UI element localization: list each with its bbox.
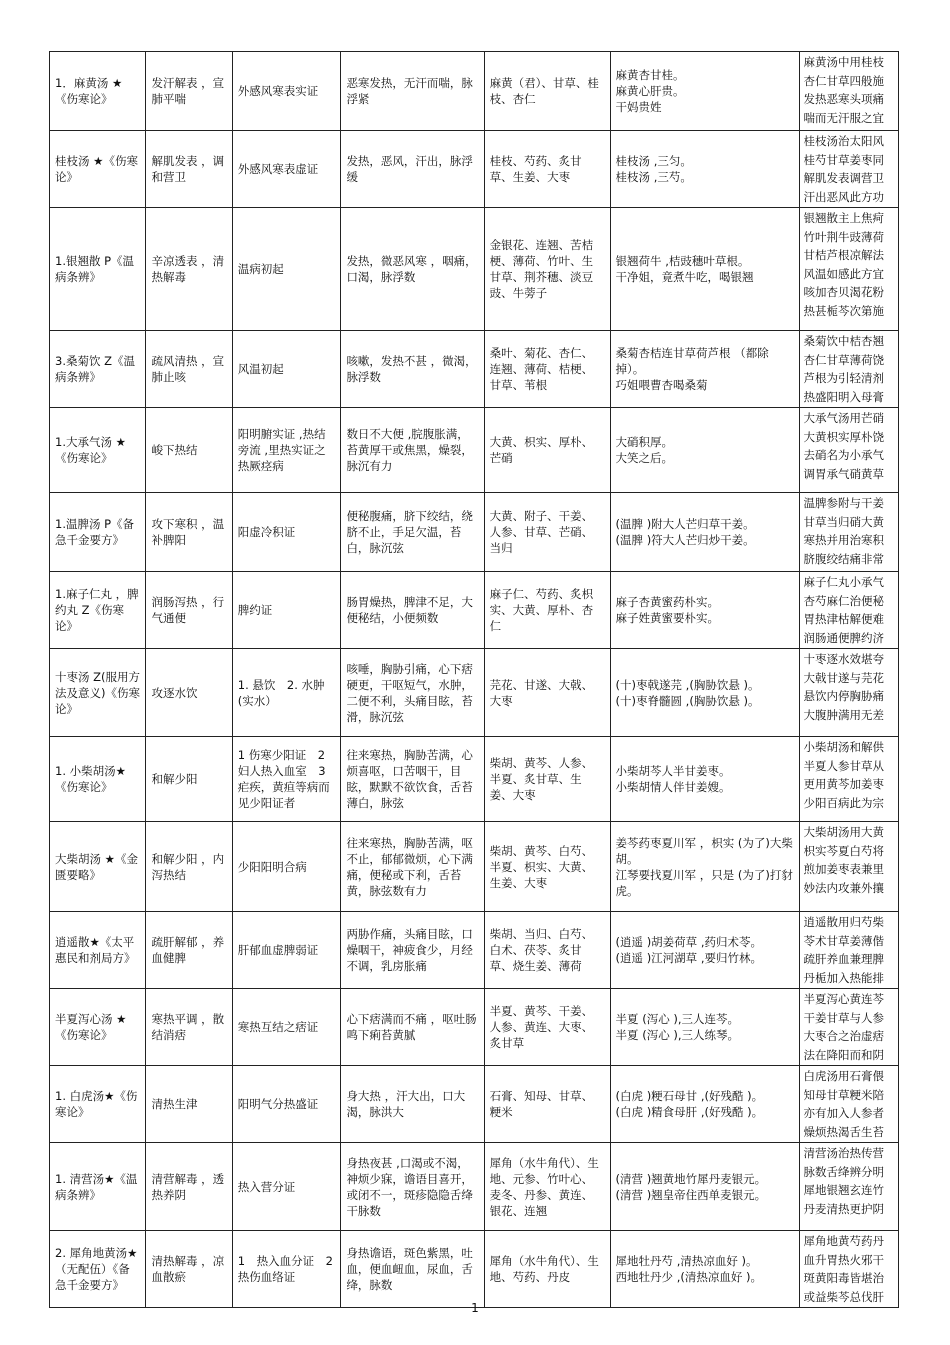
mnemonic-line: (十)枣戟遂芫 ,(胸胁饮悬 )。 xyxy=(615,677,760,692)
page-number: 1 xyxy=(471,1301,479,1315)
indication-cell: 外感风寒表实证 xyxy=(232,52,341,131)
ingredients-cell: 大黄、枳实、厚朴、芒硝 xyxy=(484,408,610,493)
symptoms-cell: 往来寒热，胸胁苦满，呕不止，郁郁微烦，心下满痛，便秘或下利，舌苔黄，脉弦数有力 xyxy=(341,822,484,912)
verse-line: 寒热并用治寒积 xyxy=(803,533,884,547)
mnemonic-line: 干妈贵姓 xyxy=(615,100,662,114)
ingredients-cell: 桑叶、菊花、杏仁、连翘、薄荷、桔梗、甘草、苇根 xyxy=(484,331,610,408)
table-row xyxy=(50,572,899,649)
verse-line: 丹栀加入热能排 xyxy=(803,970,884,985)
verse-line: 犀角地黄芍药丹 xyxy=(803,1234,884,1248)
verse-line: 桂芍甘草姜枣同 xyxy=(803,152,884,167)
mnemonic-line: (清营 )翘皇帝住西单麦银元。 xyxy=(615,1187,767,1202)
mnemonic-cell xyxy=(610,408,800,493)
mnemonic-line: 巧姐喂曹杏喝桑菊 xyxy=(615,378,708,392)
formula-name-cell: 大柴胡汤 ★《金匮要略》 xyxy=(50,822,146,912)
indication-cell: 1. 悬饮 2. 水肿(实水） xyxy=(232,649,341,737)
ingredients-cell: 麻子仁、芍药、炙枳实、大黄、厚朴、杏仁 xyxy=(484,572,610,649)
indication-cell: 温病初起 xyxy=(232,208,341,331)
mnemonic-line: 干净姐，竟煮牛吃，喝银翘 xyxy=(615,270,754,284)
indication-cell: 阳明腑实证 ,热结旁流 ,里热实证之热厥痉病 xyxy=(232,408,341,493)
symptoms-cell: 恶寒发热，无汗而喘，脉浮紧 xyxy=(341,52,484,131)
symptoms-cell: 两胁作痛，头痛目眩，口燥咽干，神疲食少，月经不调，乳房胀痛 xyxy=(341,912,484,989)
verse-line: 发热恶寒头项痛 xyxy=(803,92,884,106)
mnemonic-line: 桑菊杏桔连甘草荷芦根 （都除掉）。 xyxy=(615,346,769,376)
verse-line: 白虎汤用石膏偎 xyxy=(803,1069,884,1083)
verse-line: 大枣合之治虚痞 xyxy=(803,1029,884,1043)
ingredients-cell: 半夏、黄芩、干姜、人参、黄连、大枣、炙甘草 xyxy=(484,989,610,1066)
ingredients-cell: 石膏、知母、甘草、粳米 xyxy=(484,1066,610,1143)
mnemonic-line: (白虎 )粳石母甘 ,(好残酷 )。 xyxy=(615,1089,764,1103)
verse-line: 风温如感此方宜 xyxy=(803,266,884,281)
mnemonic-line: 西地牡丹少 ,(清热凉血好 )。 xyxy=(615,1270,762,1284)
verse-line: 汗出恶风此方功 xyxy=(803,189,884,204)
verse-line: 枳实芩夏白芍将 xyxy=(803,843,884,858)
effect-cell: 和解少阳 xyxy=(146,737,232,822)
verse-line: 清营汤治热传营 xyxy=(803,1146,884,1160)
mnemonic-line: 麻子姓黄蜜要朴实。 xyxy=(615,611,720,625)
indication-cell: 外感风寒表虚证 xyxy=(232,131,341,208)
verse-line: 喘而无汗服之宜 xyxy=(803,110,884,125)
mnemonic-line: 大硝积厚。 xyxy=(615,435,674,449)
formula-table xyxy=(49,51,899,1308)
verse-line: 苓术甘草姜薄偕 xyxy=(803,933,884,948)
formula-name-cell: 1. 清营汤★《温病条辨》 xyxy=(50,1143,146,1231)
mnemonic-cell xyxy=(610,1066,800,1143)
formula-name-cell: 1.银翘散 P《温病条辨》 xyxy=(50,208,146,331)
verse-line: 小柴胡汤和解供 xyxy=(803,740,884,754)
verse-line: 大腹肿满用无差 xyxy=(803,707,884,722)
verse-line: 半夏泻心黄连芩 xyxy=(803,992,884,1006)
mnemonic-line: 麻子杏黄蜜药朴实。 xyxy=(615,595,720,609)
formula-name-cell: 半夏泻心汤 ★《伤寒论》 xyxy=(50,989,146,1066)
mnemonic-line: (十)枣脊髓圆 ,(胸胁饮悬 )。 xyxy=(615,693,760,708)
verse-line: 知母甘草粳米陪 xyxy=(803,1087,884,1102)
effect-cell: 疏肝解郁 ，养血健脾 xyxy=(146,912,232,989)
symptoms-cell: 咳唾，胸胁引痛，心下痞硬更，干呕短气，水肿，二便不利，头痛目眩，苔滑，脉沉弦 xyxy=(341,649,484,737)
table-row xyxy=(50,131,899,208)
effect-cell: 清营解毒 ，透热养阴 xyxy=(146,1143,232,1231)
verse-cell xyxy=(800,1143,899,1231)
mnemonic-cell xyxy=(610,1231,800,1308)
symptoms-cell: 数日不大便 ,脘腹胀满，苔黄厚干或焦黑，燥裂，脉沉有力 xyxy=(341,408,484,493)
verse-line: 杏仁甘草四般施 xyxy=(803,73,884,88)
verse-line: 逍遥散用归芍柴 xyxy=(803,915,884,929)
table-row xyxy=(50,912,899,989)
effect-cell: 清热生津 xyxy=(146,1066,232,1143)
indication-cell: 热入营分证 xyxy=(232,1143,341,1231)
effect-cell: 清热解毒 ，凉血散瘀 xyxy=(146,1231,232,1308)
symptoms-cell: 身大热 ，汗大出，口大渴，脉洪大 xyxy=(341,1066,484,1143)
indication-cell: 1 热入血分证 2 热伤血络证 xyxy=(232,1231,341,1308)
formula-name-cell: 1.温脾汤 P《备急千金要方》 xyxy=(50,493,146,572)
mnemonic-cell xyxy=(610,331,800,408)
verse-line: 麻黄汤中用桂枝 xyxy=(803,55,884,69)
verse-line: 桂枝汤治太阳风 xyxy=(803,134,884,148)
mnemonic-cell xyxy=(610,52,800,131)
effect-cell: 寒热平调 ，散结消痞 xyxy=(146,989,232,1066)
verse-cell xyxy=(800,912,899,989)
mnemonic-cell xyxy=(610,131,800,208)
ingredients-cell: 柴胡、当归、白芍、白术、茯苓、炙甘草、烧生姜、薄荷 xyxy=(484,912,610,989)
effect-cell: 攻逐水饮 xyxy=(146,649,232,737)
mnemonic-line: 银翘荷牛 ,桔豉穗叶草根。 xyxy=(615,254,750,268)
verse-cell xyxy=(800,331,899,408)
verse-line: 去硝名为小承气 xyxy=(803,448,884,462)
verse-line: 脐腹绞结痛非常 xyxy=(803,551,884,566)
mnemonic-line: (白虎 )精食母肝 ,(好残酷 )。 xyxy=(615,1105,764,1119)
table-row xyxy=(50,822,899,912)
verse-line: 甘草当归硝大黄 xyxy=(803,514,884,529)
verse-line: 斑黄阳毒皆堪治 xyxy=(803,1271,884,1285)
effect-cell: 润肠泻热 ，行气通便 xyxy=(146,572,232,649)
verse-cell xyxy=(800,737,899,822)
verse-line: 芦根为引轻清剂 xyxy=(803,371,884,385)
verse-line: 润肠通便脾约济 xyxy=(803,630,884,645)
verse-line: 热盛阳明入母膏 xyxy=(803,389,884,404)
effect-cell: 攻下寒积 ，温补脾阳 xyxy=(146,493,232,572)
verse-line: 煎加姜枣表兼里 xyxy=(803,862,884,876)
mnemonic-cell xyxy=(610,649,800,737)
verse-line: 更用黄芩加姜枣 xyxy=(803,777,884,791)
formula-name-cell: 1.大承气汤 ★《伤寒论》 xyxy=(50,408,146,493)
mnemonic-cell xyxy=(610,822,800,912)
mnemonic-line: 麻黄杏甘桂。 xyxy=(615,68,685,82)
verse-line: 脉数舌绛辨分明 xyxy=(803,1164,884,1179)
verse-line: 甘桔芦根凉解法 xyxy=(803,248,884,262)
verse-line: 血升胃热火邪干 xyxy=(803,1252,884,1267)
symptoms-cell: 咳嗽，发热不甚 ，微渴，脉浮数 xyxy=(341,331,484,408)
table-row xyxy=(50,493,899,572)
verse-line: 亦有加入人参者 xyxy=(803,1106,884,1120)
verse-line: 大柴胡汤用大黄 xyxy=(803,825,884,839)
formula-name-cell: 十枣汤 Z(服用方法及意义)《伤寒论》 xyxy=(50,649,146,737)
verse-cell xyxy=(800,989,899,1066)
verse-line: 桑菊饮中桔杏翘 xyxy=(803,334,884,348)
mnemonic-line: (逍遥 )江河湖草 ,要归竹林。 xyxy=(615,951,762,965)
verse-line: 杏芍麻仁治便秘 xyxy=(803,593,884,608)
verse-line: 悬饮内停胸胁痛 xyxy=(803,689,884,703)
verse-line: 大承气汤用芒硝 xyxy=(803,411,884,425)
mnemonic-line: 麻黄心肝贵。 xyxy=(615,84,685,98)
symptoms-cell: 发热，恶风，汗出，脉浮缓 xyxy=(341,131,484,208)
formula-name-cell: 3.桑菊饮 Z《温病条辨》 xyxy=(50,331,146,408)
mnemonic-line: 半夏 (泻心 ),三人连芩。 xyxy=(615,1012,739,1026)
mnemonic-line: 大笑之后。 xyxy=(615,451,674,465)
verse-line: 十枣逐水效堪夸 xyxy=(803,652,884,666)
ingredients-cell: 柴胡、黄芩、白芍、半夏、枳实、大黄、生姜、大枣 xyxy=(484,822,610,912)
verse-line: 竹叶荆牛豉薄荷 xyxy=(803,229,884,244)
mnemonic-line: 姜芩药枣夏川军 ，枳实 (为了)大柴胡。 xyxy=(615,835,793,866)
verse-line: 燥烦热渴舌生苔 xyxy=(803,1124,884,1139)
effect-cell: 解肌发表 ，调和营卫 xyxy=(146,131,232,208)
mnemonic-line: 小柴胡芩人半甘姜枣。 xyxy=(615,764,731,778)
verse-cell xyxy=(800,1066,899,1143)
mnemonic-cell xyxy=(610,989,800,1066)
effect-cell: 发汗解表 ，宣肺平喘 xyxy=(146,52,232,131)
verse-line: 丹麦清热更护阴 xyxy=(803,1201,884,1216)
mnemonic-cell xyxy=(610,737,800,822)
verse-line: 大戟甘遂与芫花 xyxy=(803,670,884,685)
formula-name-cell: 1.麻子仁丸 ，脾约丸 Z《伤寒论》 xyxy=(50,572,146,649)
verse-line: 疏肝养血兼理脾 xyxy=(803,952,884,966)
symptoms-cell: 心下痞满而不痛 ，呕吐肠鸣下痢苔黄腻 xyxy=(341,989,484,1066)
verse-line: 法在降阳而和阴 xyxy=(803,1047,884,1062)
verse-line: 犀地银翘玄连竹 xyxy=(803,1183,884,1197)
verse-cell xyxy=(800,408,899,493)
symptoms-cell: 发热，微恶风寒 ，咽痛，口渴，脉浮数 xyxy=(341,208,484,331)
formula-name-cell: 1. 小柴胡汤★《伤寒论》 xyxy=(50,737,146,822)
ingredients-cell: 大黄、附子、干姜、人参、甘草、芒硝、当归 xyxy=(484,493,610,572)
indication-cell: 风温初起 xyxy=(232,331,341,408)
mnemonic-line: 小柴胡情人伴甘姜嫂。 xyxy=(615,780,731,794)
mnemonic-line: (温脾 )附大人芒归草干姜。 xyxy=(615,517,755,531)
symptoms-cell: 便秘腹痛，脐下绞结，绕脐不止，手足欠温，苔白，脉沉弦 xyxy=(341,493,484,572)
verse-line: 杏仁甘草薄荷饶 xyxy=(803,352,884,367)
effect-cell: 辛凉透表 ，清热解毒 xyxy=(146,208,232,331)
indication-cell: 脾约证 xyxy=(232,572,341,649)
indication-cell: 少阳阳明合病 xyxy=(232,822,341,912)
formula-name-cell: 1．麻黄汤 ★《伤寒论》 xyxy=(50,52,146,131)
verse-line: 胃热津枯解便难 xyxy=(803,612,884,626)
symptoms-cell: 往来寒热，胸胁苦满，心烦喜呕，口苦咽干，目眩，默默不欲饮食，舌苔薄白，脉弦 xyxy=(341,737,484,822)
effect-cell: 疏风清热 ，宣肺止咳 xyxy=(146,331,232,408)
verse-line: 银翘散主上焦疴 xyxy=(803,211,884,225)
verse-line: 半夏人参甘草从 xyxy=(803,758,884,773)
symptoms-cell: 身热夜甚 ,口渴或不渴，神烦少寐，谵语目喜开，或闭不一，斑疹隐隐舌绛干脉数 xyxy=(341,1143,484,1231)
ingredients-cell: 柴胡、黄芩、人参、半夏、炙甘草、生姜、大枣 xyxy=(484,737,610,822)
ingredients-cell: 犀角（水牛角代）、生地、元参、竹叶心、麦冬、丹参、黄连、银花、连翘 xyxy=(484,1143,610,1231)
table-row xyxy=(50,331,899,408)
verse-cell xyxy=(800,649,899,737)
verse-line: 调胃承气硝黄草 xyxy=(803,466,884,481)
table-row xyxy=(50,1143,899,1231)
mnemonic-cell xyxy=(610,572,800,649)
verse-line: 或益柴芩总伐肝 xyxy=(803,1289,884,1304)
verse-line: 干姜甘草与人参 xyxy=(803,1010,884,1025)
symptoms-cell: 肠胃燥热，脾津不足，大便秘结，小便频数 xyxy=(341,572,484,649)
verse-line: 少阳百病此为宗 xyxy=(803,795,884,810)
effect-cell: 和解少阳 ，内泻热结 xyxy=(146,822,232,912)
mnemonic-cell xyxy=(610,912,800,989)
formula-table-body xyxy=(50,52,899,1308)
verse-cell xyxy=(800,822,899,912)
mnemonic-cell xyxy=(610,1143,800,1231)
indication-cell: 寒热互结之痞证 xyxy=(232,989,341,1066)
formula-table-container xyxy=(49,51,899,1308)
table-row xyxy=(50,408,899,493)
indication-cell: 1 伤寒少阳证 2 妇人热入血室 3 疟疾，黄疸等病而见少阳证者 xyxy=(232,737,341,822)
table-row xyxy=(50,208,899,331)
ingredients-cell: 犀角（水牛角代）、生地、芍药、丹皮 xyxy=(484,1231,610,1308)
verse-line: 温脾参附与干姜 xyxy=(803,496,884,510)
mnemonic-line: 半夏 (泻心 ),三人练琴。 xyxy=(615,1028,739,1042)
table-row xyxy=(50,737,899,822)
verse-cell xyxy=(800,1231,899,1308)
mnemonic-line: 犀地牡丹芍 ,清热凉血好 )。 xyxy=(615,1254,758,1268)
verse-cell xyxy=(800,52,899,131)
mnemonic-cell xyxy=(610,208,800,331)
formula-name-cell: 桂枝汤 ★《伤寒论》 xyxy=(50,131,146,208)
ingredients-cell: 芫花、甘遂、大戟、大枣 xyxy=(484,649,610,737)
formula-name-cell: 1. 白虎汤★《伤寒论》 xyxy=(50,1066,146,1143)
mnemonic-line: (温脾 )符大人芒归炒干姜。 xyxy=(615,533,755,547)
mnemonic-line: 江琴要找夏川军 ，只是 (为了)打豺虎。 xyxy=(615,867,793,898)
table-row xyxy=(50,989,899,1066)
indication-cell: 阳虚冷积证 xyxy=(232,493,341,572)
verse-cell xyxy=(800,131,899,208)
mnemonic-line: 桂枝汤 ,三匀。 xyxy=(615,154,692,168)
table-row xyxy=(50,1231,899,1308)
verse-line: 咳加杏贝渴花粉 xyxy=(803,285,884,299)
verse-cell xyxy=(800,493,899,572)
ingredients-cell: 金银花、连翘、苦桔梗、薄荷、竹叶、生甘草、荆芥穗、淡豆豉、牛蒡子 xyxy=(484,208,610,331)
verse-line: 解肌发表调营卫 xyxy=(803,171,884,185)
ingredients-cell: 麻黄（君）、甘草、桂枝、杏仁 xyxy=(484,52,610,131)
verse-line: 大黄枳实厚朴饶 xyxy=(803,429,884,444)
verse-line: 麻子仁丸小承气 xyxy=(803,575,884,589)
table-row xyxy=(50,1066,899,1143)
symptoms-cell: 身热谵语，斑色紫黑，吐血，便血衄血，尿血，舌绛，脉数 xyxy=(341,1231,484,1308)
formula-name-cell: 逍遥散★《太平惠民和剂局方》 xyxy=(50,912,146,989)
formula-name-cell: 2. 犀角地黄汤★（无配伍）《备急千金要方》 xyxy=(50,1231,146,1308)
ingredients-cell: 桂枝、芍药、炙甘草、生姜、大枣 xyxy=(484,131,610,208)
verse-cell xyxy=(800,208,899,331)
mnemonic-line: (逍遥 )胡姜荷草 ,药归术苓。 xyxy=(615,935,762,949)
verse-cell xyxy=(800,572,899,649)
table-row xyxy=(50,52,899,131)
mnemonic-cell xyxy=(610,493,800,572)
mnemonic-line: (清营 )翘黄地竹犀丹麦银元。 xyxy=(615,1171,767,1186)
mnemonic-line: 桂枝汤 ,三芍。 xyxy=(615,170,692,184)
verse-line: 妙法内攻兼外攘 xyxy=(803,880,884,895)
indication-cell: 肝郁血虚脾弱证 xyxy=(232,912,341,989)
effect-cell: 峻下热结 xyxy=(146,408,232,493)
indication-cell: 阳明气分热盛证 xyxy=(232,1066,341,1143)
verse-line: 热甚栀芩次第施 xyxy=(803,303,884,318)
table-row xyxy=(50,649,899,737)
